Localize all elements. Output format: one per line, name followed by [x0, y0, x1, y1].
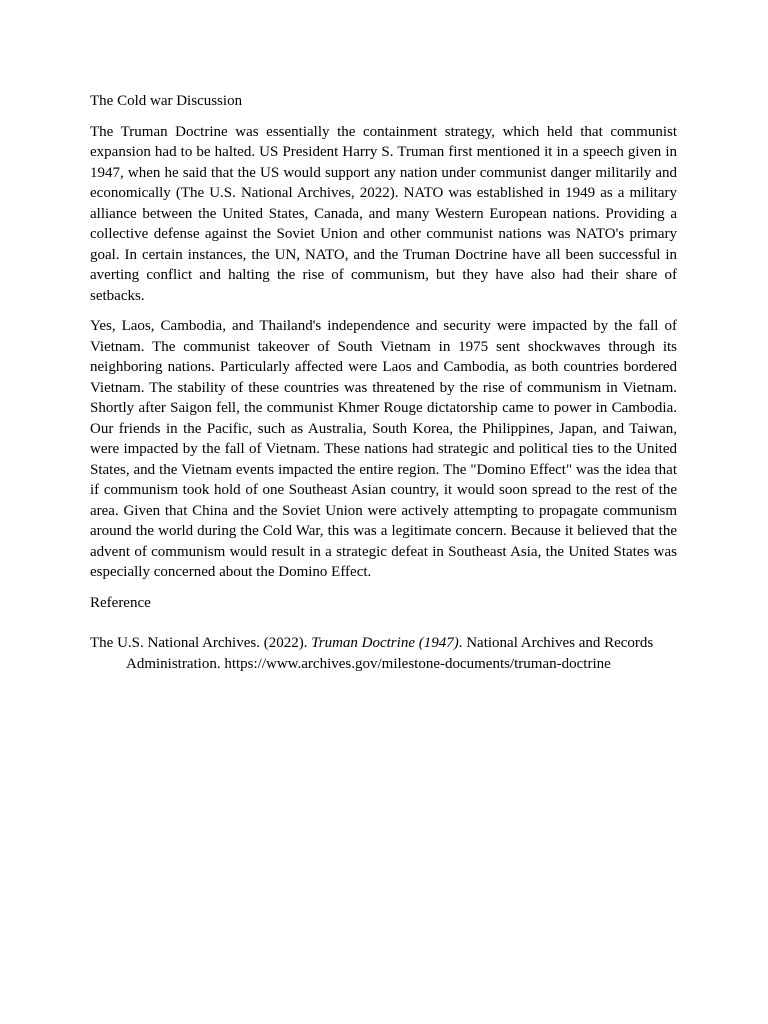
paragraph-domino-effect: Yes, Laos, Cambodia, and Thailand's independence and security were impacted by the fall of Vietnam. The communist takeover of South Vietnam in 1975 sent shockwaves through its neighboring nations. Particularly affected were Laos and Cambodia, as both countries bordered Vietnam. The stability of these countries was threatened by the rise of communism in Vietnam. Shortly after Saigon fell, the communist Khmer Rouge dictatorship came to power in Cambodia. Our friends in the Pacific, such as Australia, South Korea, the Philippines, Japan, and Taiwan, were impacted by the fall of Vietnam. These nations had strategic and political ties to the United States, and the Vietnam events impacted the entire region. The "Domino Effect" was the idea that if communism took hold of one Southeast Asian country, it would soon spread to the rest of the area. Given that China and the Soviet Union were actively attempting to propagate communism around the world during the Cold War, this was a legitimate concern. Because it believed that the advent of communism would result in a strategic defeat in Southeast Asia, the United States was especially concerned about the Domino Effect.	[90, 318, 677, 580]
reference-work-title: Truman Doctrine (1947)	[311, 635, 459, 651]
reference-url: https://www.archives.gov/milestone-documents/truman-doctrine	[224, 655, 611, 672]
document-title: The Cold war Discussion	[90, 93, 243, 109]
document-page	[90, 91, 677, 674]
reference-entry	[90, 633, 677, 674]
reference-author-year: The U.S. National Archives. (2022).	[90, 635, 312, 651]
paragraph-truman-doctrine: The Truman Doctrine was essentially the containment strategy, which held that communist expansion had to be halted. US President Harry S. Truman first mentioned it in a speech given in 1947, when he said that the US would support any nation under communist danger militarily and economically (The U.S. National Archives, 2022). NATO was established in 1949 as a military alliance between the United States, Canada, and many Western European nations. Providing a collective defense against the Soviet Union and other communist nations was NATO's primary goal. In certain instances, the UN, NATO, and the Truman Doctrine have all been successful in averting conflict and halting the rise of communism, but they have also had their share of setbacks.	[90, 123, 677, 304]
reference-heading: Reference	[90, 594, 151, 611]
reference-publisher: . National Archives and Records Administration.	[126, 635, 654, 672]
